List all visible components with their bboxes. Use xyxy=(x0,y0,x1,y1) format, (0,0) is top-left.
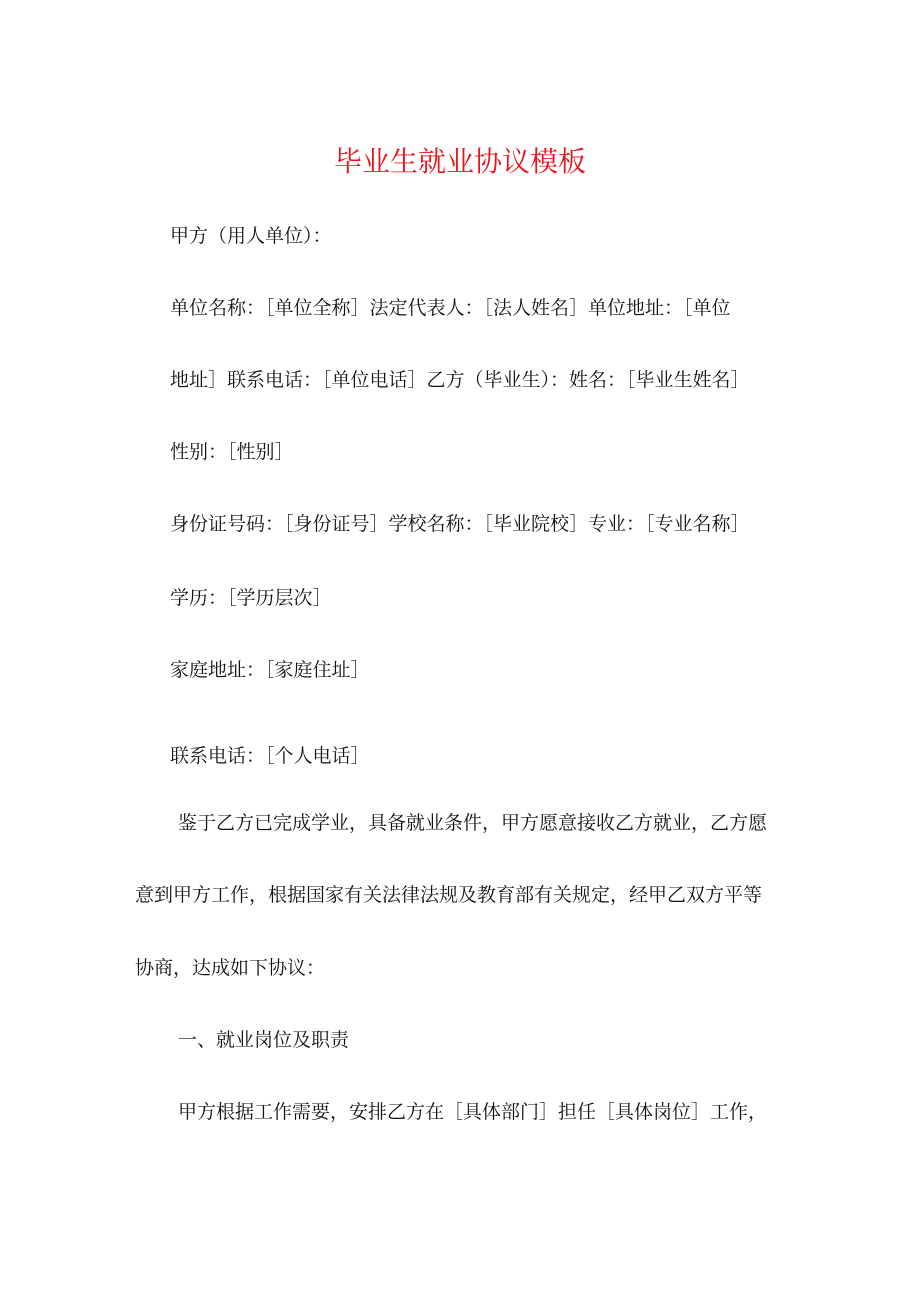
id-school-major-line: 身份证号码：［身份证号］学校名称：［毕业院校］专业：［专业名称］ xyxy=(170,513,750,535)
preamble-line-2: 意到甲方工作，根据国家有关法律法规及教育部有关规定，经甲乙双方平等 xyxy=(135,884,763,906)
home-address-line: 家庭地址：［家庭住址］ xyxy=(170,659,370,681)
party-a-heading: 甲方（用人单位）： xyxy=(170,225,332,247)
preamble-line-1: 鉴于乙方已完成学业，具备就业条件，甲方愿意接收乙方就业，乙方愿 xyxy=(178,812,768,834)
section-1-heading: 一、就业岗位及职责 xyxy=(178,1029,350,1051)
gender-line: 性别：［性别］ xyxy=(170,441,294,463)
preamble-line-3: 协商，达成如下协议： xyxy=(135,957,326,979)
personal-phone-line: 联系电话：［个人电话］ xyxy=(170,745,370,767)
party-a-info-line-2: 地址］联系电话：［单位电话］乙方（毕业生）：姓名：［毕业生姓名］ xyxy=(170,369,750,391)
party-a-info-line-1: 单位名称：［单位全称］法定代表人：［法人姓名］单位地址：［单位 xyxy=(170,297,731,319)
education-line: 学历：［学历层次］ xyxy=(170,587,332,609)
document-title: 毕业生就业协议模板 xyxy=(333,145,586,178)
section-1-body-line-1: 甲方根据工作需要，安排乙方在［具体部门］担任［具体岗位］工作， xyxy=(178,1101,768,1123)
